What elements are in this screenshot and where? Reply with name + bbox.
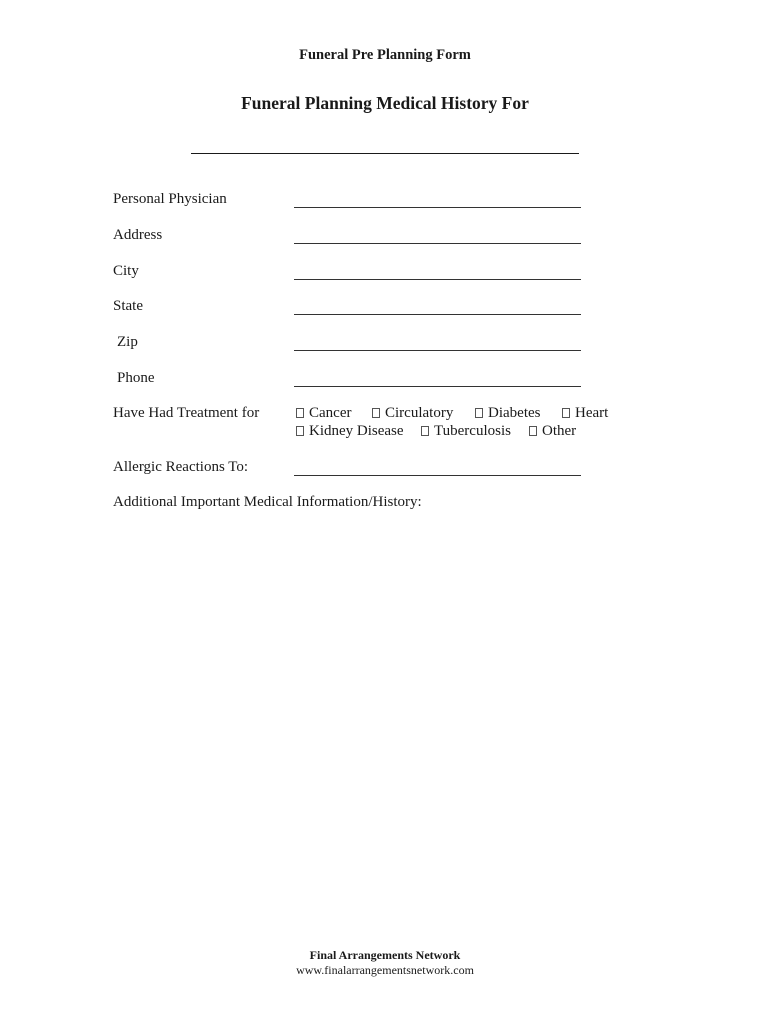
additional-info-label: Additional Important Medical Information/History:: [113, 494, 422, 510]
checkbox-icon[interactable]: [475, 408, 483, 418]
footer-organization: Final Arrangements Network: [309, 948, 461, 962]
zip-field[interactable]: [294, 350, 581, 351]
address-label: Address: [113, 227, 163, 243]
checkbox-icon[interactable]: [562, 408, 570, 418]
checkbox-icon[interactable]: [296, 426, 304, 436]
checkbox-label: Cancer: [309, 405, 352, 421]
name-blank-line[interactable]: [191, 153, 579, 154]
checkbox-heart[interactable]: [562, 405, 608, 422]
checkbox-icon[interactable]: [372, 408, 380, 418]
checkbox-icon[interactable]: [529, 426, 537, 436]
address-field[interactable]: [294, 243, 581, 244]
checkbox-other[interactable]: [529, 423, 576, 440]
checkbox-cancer[interactable]: [296, 405, 351, 422]
checkbox-label: Tuberculosis: [434, 423, 511, 439]
state-label: State: [113, 298, 143, 314]
checkbox-circulatory[interactable]: [372, 405, 453, 422]
checkbox-diabetes[interactable]: [475, 405, 540, 422]
checkbox-icon[interactable]: [421, 426, 429, 436]
checkbox-kidney-disease[interactable]: [296, 423, 404, 440]
state-field[interactable]: [294, 314, 581, 315]
physician-field[interactable]: [294, 207, 581, 208]
page-title: Funeral Planning Medical History For: [241, 93, 529, 113]
checkbox-icon[interactable]: [296, 408, 304, 418]
physician-label: Personal Physician: [113, 191, 227, 207]
checkbox-label: Diabetes: [488, 405, 541, 421]
allergies-label: Allergic Reactions To:: [113, 459, 249, 475]
zip-label: Zip: [117, 334, 138, 350]
city-label: City: [113, 263, 139, 279]
city-field[interactable]: [294, 279, 581, 280]
checkbox-label: Heart: [575, 405, 609, 421]
form-title: Funeral Pre Planning Form: [299, 47, 471, 63]
checkbox-label: Kidney Disease: [309, 423, 404, 439]
phone-field[interactable]: [294, 386, 581, 387]
treatment-label: Have Had Treatment for: [113, 405, 260, 421]
checkbox-label: Circulatory: [385, 405, 454, 421]
checkbox-label: Other: [542, 423, 577, 439]
checkbox-tuberculosis[interactable]: [421, 423, 511, 440]
footer-website: www.finalarrangementsnetwork.com: [296, 963, 474, 977]
phone-label: Phone: [117, 370, 155, 386]
allergies-field[interactable]: [294, 475, 581, 476]
